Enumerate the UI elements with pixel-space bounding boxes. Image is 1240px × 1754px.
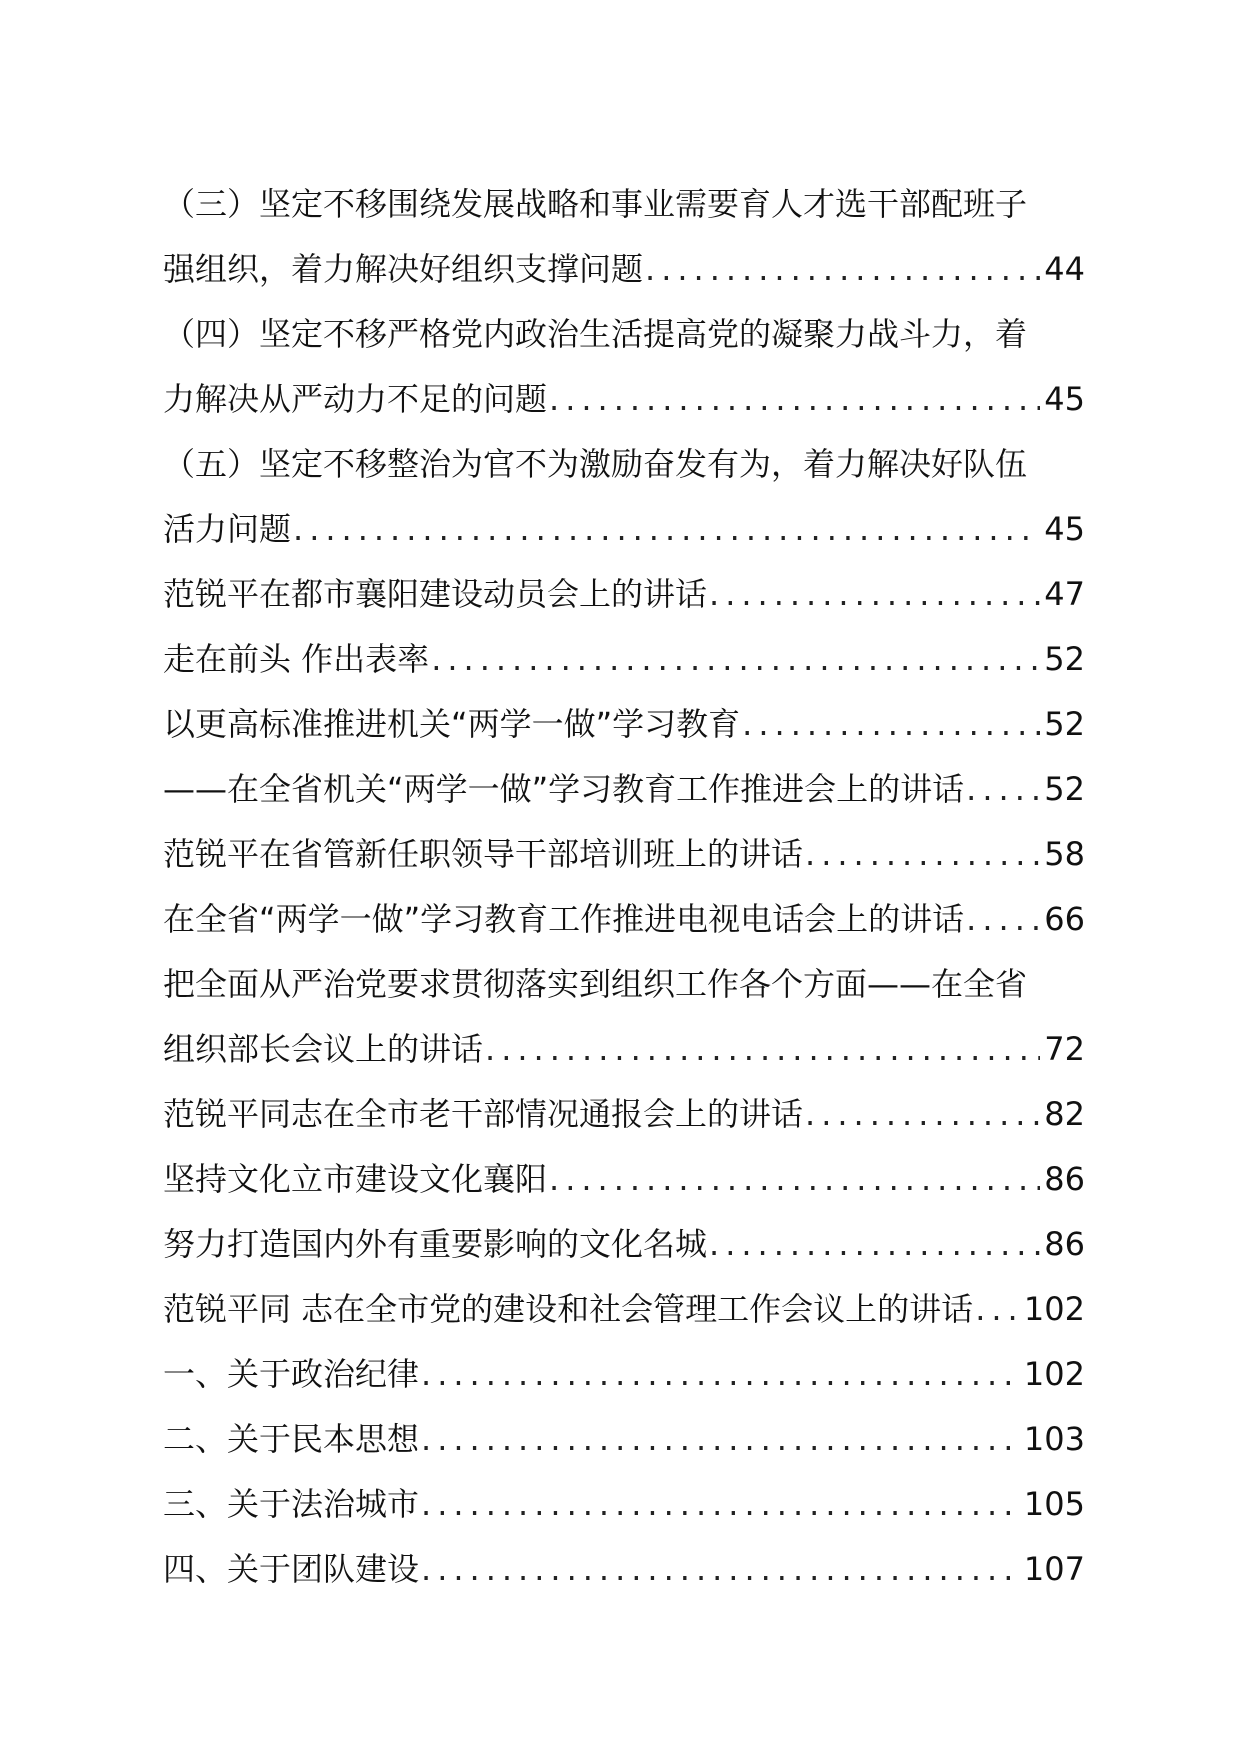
toc-leader-dots [740, 692, 1040, 757]
toc-entry[interactable] [163, 1147, 1085, 1212]
toc-page-number: 107 [1023, 1550, 1085, 1588]
toc-page-number: 52 [1044, 770, 1085, 808]
toc-entry-title-line: 以更高标准推进机关“两学一做”学习教育 [163, 705, 741, 743]
toc-entry-title-line: 走在前头 作出表率 [163, 640, 430, 678]
toc-entry[interactable] [163, 302, 1085, 432]
toc-leader-dots [643, 237, 1040, 302]
toc-entry-title-line: 范锐平同志在全市老干部情况通报会上的讲话 [163, 1095, 804, 1133]
toc-entry-title-line: 范锐平在省管新任职领导干部培训班上的讲话 [163, 835, 804, 873]
toc-entry[interactable] [163, 562, 1085, 627]
toc-page-number: 45 [1044, 380, 1085, 418]
toc-leader-dots [707, 562, 1040, 627]
toc-entry[interactable] [163, 172, 1085, 302]
toc-leader-dots [707, 1212, 1040, 1277]
toc-entry[interactable] [163, 952, 1085, 1082]
toc-entry-title-line: 力解决从严动力不足的问题 [163, 380, 548, 418]
toc-entry-title-line: 三、关于法治城市 [163, 1485, 420, 1523]
toc-entry-title-line: ——在全省机关“两学一做”学习教育工作推进会上的讲话 [163, 770, 965, 808]
toc-leader-dots [547, 367, 1040, 432]
toc-page-number: 58 [1044, 835, 1085, 873]
toc-leader-dots [803, 1082, 1040, 1147]
toc-entry[interactable] [163, 1082, 1085, 1147]
toc-entry-title-line: 二、关于民本思想 [163, 1420, 420, 1458]
toc-entry[interactable] [163, 822, 1085, 887]
toc-page-number: 45 [1044, 510, 1085, 548]
toc-entry[interactable] [163, 887, 1085, 952]
toc-entry-title-line: 组织部长会议上的讲话 [163, 1030, 484, 1068]
toc-entry-title-line: 范锐平同 志在全市党的建设和社会管理工作会议上的讲话 [163, 1290, 974, 1328]
toc-page-number: 102 [1023, 1355, 1085, 1393]
toc-entry-title-line: （四）坚定不移严格党内政治生活提高党的凝聚力战斗力，着 [163, 315, 1028, 353]
toc-entry[interactable] [163, 1342, 1085, 1407]
toc-entry[interactable] [163, 757, 1085, 822]
toc-leader-dots [964, 757, 1040, 822]
toc-page-number: 105 [1023, 1485, 1085, 1523]
toc-entry[interactable] [163, 692, 1085, 757]
toc-leader-dots [291, 497, 1040, 562]
toc-entry-title-line: 四、关于团队建设 [163, 1550, 420, 1588]
toc-leader-dots [419, 1342, 1020, 1407]
toc-leader-dots [964, 887, 1040, 952]
toc-entry[interactable] [163, 1212, 1085, 1277]
toc-entry-title-line: （三）坚定不移围绕发展战略和事业需要育人才选干部配班子 [163, 185, 1028, 223]
toc-page-number: 86 [1044, 1225, 1085, 1263]
toc-leader-dots [483, 1017, 1040, 1082]
toc-entry-title-line: 在全省“两学一做”学习教育工作推进电视电话会上的讲话 [163, 900, 965, 938]
toc-entry-title-line: 强组织，着力解决好组织支撑问题 [163, 250, 644, 288]
toc-page-number: 52 [1044, 705, 1085, 743]
toc-leader-dots [419, 1537, 1020, 1602]
table-of-contents [163, 172, 1085, 1602]
toc-page-number: 82 [1044, 1095, 1085, 1133]
toc-leader-dots [547, 1147, 1040, 1212]
toc-entry-title-line: 一、关于政治纪律 [163, 1355, 420, 1393]
toc-page-number: 66 [1044, 900, 1085, 938]
toc-page-number: 103 [1023, 1420, 1085, 1458]
toc-page-number: 72 [1044, 1030, 1085, 1068]
toc-entry[interactable] [163, 1277, 1085, 1342]
toc-leader-dots [419, 1407, 1020, 1472]
toc-leader-dots [803, 822, 1040, 887]
toc-entry-title-line: 努力打造国内外有重要影响的文化名城 [163, 1225, 708, 1263]
toc-entry[interactable] [163, 1407, 1085, 1472]
toc-page-number: 47 [1044, 575, 1085, 613]
toc-entry-title-line: 坚持文化立市建设文化襄阳 [163, 1160, 548, 1198]
toc-entry[interactable] [163, 627, 1085, 692]
toc-page-number: 52 [1044, 640, 1085, 678]
toc-page-number: 86 [1044, 1160, 1085, 1198]
toc-leader-dots [419, 1472, 1020, 1537]
toc-entry-title-line: 活力问题 [163, 510, 292, 548]
toc-leader-dots [429, 627, 1040, 692]
toc-page-number: 102 [1023, 1290, 1085, 1328]
toc-entry[interactable] [163, 1472, 1085, 1537]
toc-entry-title-line: 范锐平在都市襄阳建设动员会上的讲话 [163, 575, 708, 613]
toc-leader-dots [973, 1277, 1020, 1342]
toc-entry[interactable] [163, 1537, 1085, 1602]
toc-entry[interactable] [163, 432, 1085, 562]
toc-entry-title-line: 把全面从严治党要求贯彻落实到组织工作各个方面——在全省 [163, 965, 1028, 1003]
toc-page-number: 44 [1044, 250, 1085, 288]
toc-entry-title-line: （五）坚定不移整治为官不为激励奋发有为，着力解决好队伍 [163, 445, 1028, 483]
